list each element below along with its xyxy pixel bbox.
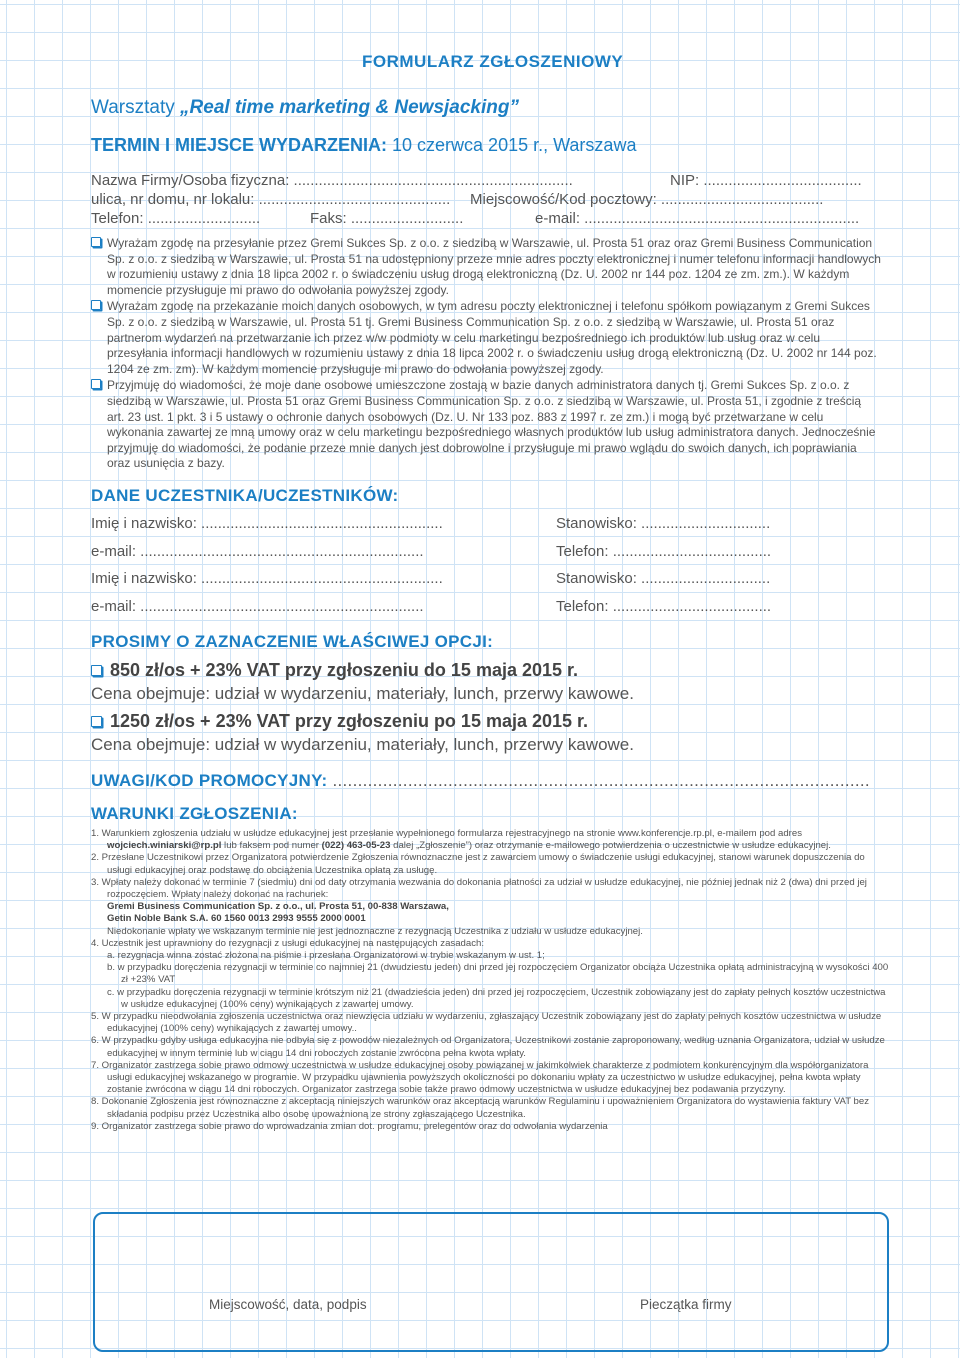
workshop-title [91, 97, 519, 119]
price-includes: Cena obejmuje: udział w wydarzeniu, materiały, lunch, przerwy kawowe. [91, 684, 634, 703]
checkbox[interactable] [91, 237, 101, 247]
condition-item: 9. Organizator zastrzega sobie prawo do wprowadzania zmian dot. programu, prelegentów oraz do odwołania wydarzenia [91, 1120, 608, 1132]
condition-text: dalej „Zgłoszenie”) oraz otrzymanie e-mailowego potwierdzenia o uczestnictwie w usłudze edukacyjnej. [390, 840, 831, 852]
promo-label: UWAGI/KOD PROMOCYJNY: [91, 771, 328, 790]
condition-subitem: a. rezygnacja winna zostać złożona na piśmie i przesłana Organizatorowi w trybie wskazanym w ust. 1; [107, 950, 545, 962]
street-field[interactable]: ulica, nr domu, nr lokalu: .............................................. [91, 191, 451, 208]
condition-item [91, 828, 891, 852]
form-title: FORMULARZ ZGŁOSZENIOWY [362, 52, 624, 71]
participant-phone-field[interactable]: Telefon: ...................................... [556, 598, 772, 615]
consent-text: Przyjmuję do wiadomości, że moje dane osobowe umieszczone zostają w bazie danych administratora danych tj. Gremi Sukces Sp. z o.o. z siedzibą w Warszawie, ul. Prosta 51 oraz Gremi Business Communication Sp. z o.o. z siedzibą w Warszawie, ul. Prosta 51, i zgodnie z treścią art. 23 ust. 1 pkt. 3 i 5 ustawy o ochronie danych osobowych (Dz. U. Nr 133 poz. 883 z 1997 r. ze zm.) i mogą być przetwarzane w celu wykonania zawartej ze mną umowy oraz w celu marketingu bezpośredniego własnych produktów lub usług administratora danych. Jednocześnie przyjmuję do wiadomości, że podanie przeze mnie danych jest dobrowolne i przysługuje mi prawo wglądu do swoich danych, ich poprawiania oraz usunięcia z bazy. [107, 378, 876, 471]
city-field[interactable]: Miejscowość/Kod pocztowy: ....................................... [470, 191, 824, 208]
participant-email-field[interactable]: e-mail: .................................................................... [91, 598, 424, 615]
company-name-field[interactable]: Nazwa Firmy/Osoba fizyczna: ................................................................... [91, 172, 573, 189]
condition-item: 8. Dokonanie Zgłoszenia jest równoznaczne z akceptacją niniejszych warunków oraz akceptacją warunków Regulaminu i upoważnieniem Organizatora do wystawienia faktury VAT bez składania podpisu przez Uczestnika albo osobę upoważnioną ze strony zgłaszającego Uczestnika. [91, 1096, 870, 1120]
participant-position-field[interactable]: Stanowisko: ............................... [556, 515, 771, 532]
fax-field[interactable]: Faks: ........................... [310, 210, 464, 227]
checkbox[interactable] [91, 716, 102, 727]
consent-text: Wyrażam zgodę na przesyłanie przez Gremi Sukces Sp. z o.o. z siedzibą w Warszawie, ul. Prosta 51 oraz oraz Gremi Business Communication Sp. z o.o. z siedzibą w Warszawie, ul. Prosta 51 na udostępniony przeze mnie adres poczty elektronicznej i numer telefonu informacji handlowych w rozumieniu ustawy z dnia 18 lipca 2002 r. o świadczeniu usług drogą elektroniczną (Dz. U. 2002 nr 144 poz. 1204 ze zm. zm.). W każdym momencie przysługuje mi prawo do odwołania powyższej zgody. [107, 236, 881, 297]
event-term [91, 135, 636, 156]
workshop-name: „Real time marketing & Newsjacking” [180, 97, 519, 118]
term-value: 10 czerwca 2015 r., Warszawa [387, 135, 637, 155]
signature-label: Miejscowość, data, podpis [209, 1297, 367, 1312]
phone-field[interactable]: Telefon: ........................... [91, 210, 261, 227]
participant-name-field[interactable]: Imię i nazwisko: .......................................................... [91, 515, 443, 532]
promo-dots: ........................................................................................................... [327, 771, 870, 790]
consent-item [91, 236, 881, 298]
nip-field[interactable]: NIP: ...................................... [670, 172, 862, 189]
signature-box[interactable] [93, 1212, 889, 1352]
condition-text: Niedokonanie wpłaty we wskazanym terminie nie jest jednoznaczne z rezygnacją Uczestnika z udziału w usłudze edukacyjnej. [107, 925, 643, 937]
bank-account: Getin Noble Bank S.A. 60 1560 0013 2993 9555 2000 0001 [107, 913, 366, 925]
workshop-prefix: Warsztaty [91, 97, 181, 118]
promo-code-field[interactable] [91, 771, 870, 791]
condition-subitem: c. w przypadku doręczenia rezygnacji w terminie krótszym niż 21 (dwadzieścia jeden) dni przed jej rozpoczęciem, Uczestnik zobowiązany jest do zapłaty pełnych kosztów uczestnictwa w usłudze edukacyjnej (100% ceny) wynikających z zawartej umowy. [107, 986, 886, 1010]
condition-subitem: b. w przypadku doręczenia rezygnacji w terminie co najmniej 21 (dwudziestu jeden) dni przed jej rozpoczęciem Organizator obciąża Uczestnika opłatą administracyjną w wysokości 400 zł +23% VAT [107, 962, 889, 986]
consent-item [91, 299, 881, 377]
option-late[interactable] [91, 711, 588, 732]
checkbox[interactable] [91, 300, 101, 310]
condition-item: 6. W przypadku gdyby usługa edukacyjna nie odbyła się z powodów niezależnych od Organizatora, Uczestnikowi zostanie zaproponowany, według uznania Organizatora, udział w usłudze edukacyjnej w innym terminie lub w ciągu 14 dni roboczych zostanie zwrócona pełna kwota wpłaty. [91, 1035, 885, 1059]
participant-phone-field[interactable]: Telefon: ...................................... [556, 543, 772, 560]
option-early-label: 850 zł/os + 23% VAT przy zgłoszeniu do 15 maja 2015 r. [110, 660, 579, 680]
participant-position-field[interactable]: Stanowisko: ............................... [556, 570, 771, 587]
participants-heading: DANE UCZESTNIKA/UCZESTNIKÓW: [91, 486, 399, 505]
participant-email-field[interactable]: e-mail: .................................................................... [91, 543, 424, 560]
options-heading: PROSIMY O ZAZNACZENIE WŁAŚCIWEJ OPCJI: [91, 632, 494, 651]
price-includes: Cena obejmuje: udział w wydarzeniu, materiały, lunch, przerwy kawowe. [91, 735, 634, 754]
consent-section [91, 236, 881, 472]
conditions-list [91, 828, 891, 1133]
conditions-heading: WARUNKI ZGŁOSZENIA: [91, 804, 298, 823]
contact-email: wojciech.winiarski@rp.pl [107, 840, 222, 852]
consent-text: Wyrażam zgodę na przekazanie moich danych osobowych, w tym adresu poczty elektronicznej i telefonu spółkom powiązanym z Gremi Sukces Sp. z o.o. z siedzibą w Warszawie, ul. Prosta 51 tj. Gremi Business Communication Sp. z o.o. z siedzibą w Warszawie, ul. Prosta 51 oraz partnerom wydarzeń na przetwarzanie ich przez w/w podmioty w celu marketingu bezpośredniego ich produktów lub usług oraz w celu przesyłania informacji handlowych w rozumieniu ustawy z dnia 18 lipca 2002 r. o świadczeniu usług drogą elektroniczną (Dz. U. 2002 nr 144 poz. 1204 ze zm. zm). W każdym momencie przysługuje mi prawo do odwołania powyższej zgody. [107, 299, 877, 376]
option-late-label: 1250 zł/os + 23% VAT przy zgłoszeniu po 15 maja 2015 r. [110, 711, 589, 731]
bank-details [91, 901, 891, 938]
condition-item: 5. W przypadku nieodwołania zgłoszenia uczestnictwa oraz niewzięcia udziału w wydarzeniu, zgłaszający Uczestnik zobowiązany jest do zapłaty pełnych kosztów uczestnictwa w usłudze edukacyjnej (100% ceny) wynikających z zawartej umowy.. [91, 1011, 882, 1035]
condition-item: 4. Uczestnik jest uprawniony do rezygnacji z usługi edukacyjnej na następujących zasadach: [91, 937, 485, 949]
company-email-field[interactable]: e-mail: .................................................................. [535, 210, 860, 227]
condition-item: 3. Wpłaty należy dokonać w terminie 7 (siedmiu) dni od daty otrzymania wezwania do dokonania płatności za udział w usłudze edukacyjnej, nie później jednak niż 2 (dwa) dni przed jej rozpoczęciem. Wpłaty należy dokonać na rachunek: [91, 876, 867, 901]
condition-text: 1. Warunkiem zgłoszenia udziału w usłudze edukacyjnej jest przesłanie wypełnionego formularza rejestracyjnego na stronie www.konferencje.rp.pl, e-mailem pod adres [91, 828, 803, 839]
condition-text: lub faksem pod numer [221, 840, 322, 852]
participant-name-field[interactable]: Imię i nazwisko: .......................................................... [91, 570, 443, 587]
bank-company: Gremi Business Communication Sp. z o.o., ul. Prosta 51, 00-838 Warszawa, [107, 901, 449, 913]
fax-number: (022) 463-05-23 [321, 840, 391, 852]
condition-item: 7. Organizator zastrzega sobie prawo odmowy uczestnictwa w usłudze edukacyjnej osoby powiązanej w jakimkolwiek charakterze z podmiotem konkurencyjnym dla współorganizatora usługi edukacyjnej wskazanego w programie. W przypadku ujawnienia powyższych okoliczności po dokonaniu wpłaty za uczestnictwo w usłudze edukacyjnej, pełna kwota wpłaty zostanie zwrócona w ciągu 14 dni roboczych. Organizator zastrzega sobie także prawo odmowy uczestnictwa w usłudze edukacyjnej bez podawania przyczyny. [91, 1059, 869, 1096]
consent-item [91, 378, 881, 472]
checkbox[interactable] [91, 665, 102, 676]
term-label: TERMIN I MIEJSCE WYDARZENIA: [91, 135, 388, 155]
checkbox[interactable] [91, 379, 101, 389]
stamp-label: Pieczątka firmy [640, 1297, 732, 1312]
condition-item: 2. Przesłane Uczestnikowi przez Organizatora potwierdzenie Zgłoszenia równoznaczne jest z zawarciem umowy o świadczenie usługi edukacyjnej, stanowi warunek dopuszczenia do usługi edukacyjnej oraz podstawę do obciążenia Uczestnika opłatą za usługę. [91, 852, 865, 876]
option-early[interactable] [91, 660, 578, 681]
